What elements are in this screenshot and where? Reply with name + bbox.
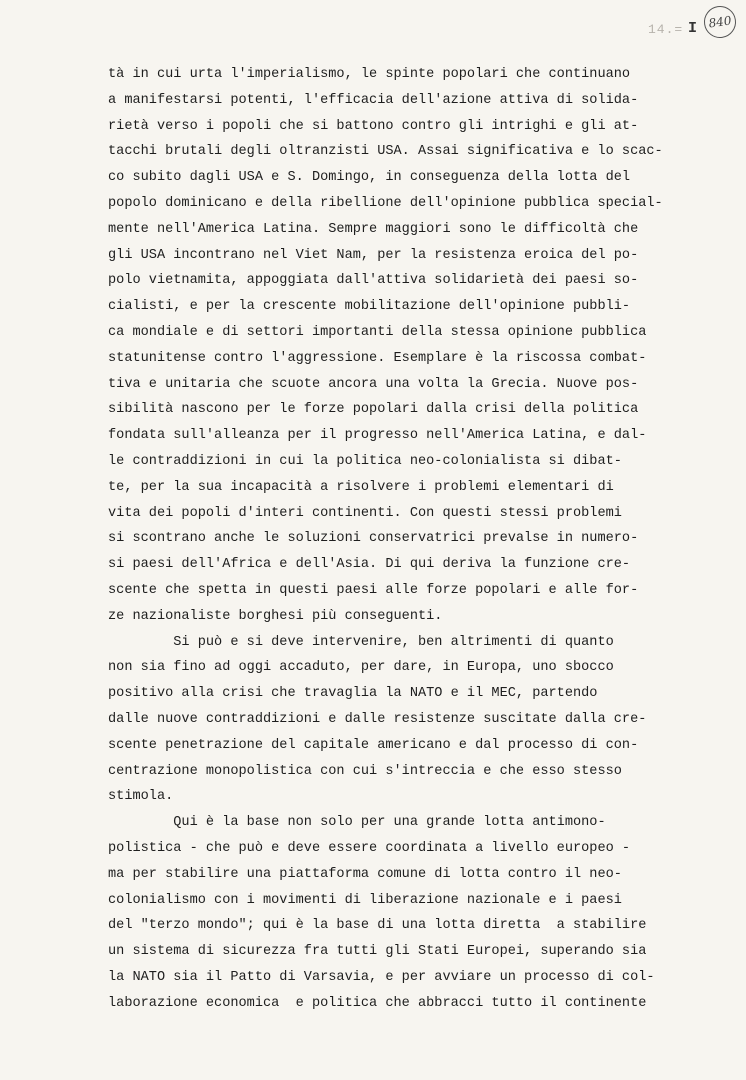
- text-line: co subito dagli USA e S. Domingo, in conseguenza della lotta del: [108, 170, 631, 186]
- text-line: rietà verso i popoli che si battono contro gli intrighi e gli at-: [108, 118, 639, 134]
- text-line: non sia fino ad oggi accaduto, per dare, in Europa, uno sbocco: [108, 660, 614, 676]
- text-line: stimola.: [108, 789, 174, 805]
- text-line: laborazione economica e politica che abbracci tutto il continente: [108, 995, 647, 1011]
- text-line: vita dei popoli d'interi continenti. Con questi stessi problemi: [108, 505, 622, 521]
- section-marker: I: [688, 20, 698, 37]
- body-text: [108, 62, 708, 1016]
- text-line: gli USA incontrano nel Viet Nam, per la resistenza eroica del po-: [108, 247, 639, 263]
- text-line: scente che spetta in questi paesi alle forze popolari e alle for-: [108, 582, 639, 598]
- text-line: tacchi brutali degli oltranzisti USA. Assai significativa e lo scac-: [108, 144, 663, 160]
- text-line: Qui è la base non solo per una grande lotta antimono-: [108, 815, 606, 831]
- text-line: tiva e unitaria che scuote ancora una volta la Grecia. Nuove pos-: [108, 376, 639, 392]
- text-line: positivo alla crisi che travaglia la NATO e il MEC, partendo: [108, 686, 598, 702]
- text-line: Si può e si deve intervenire, ben altrimenti di quanto: [108, 634, 614, 650]
- text-line: colonialismo con i movimenti di liberazione nazionale e i paesi: [108, 892, 622, 908]
- text-line: mente nell'America Latina. Sempre maggiori sono le difficoltà che: [108, 221, 639, 237]
- archive-stamp: 840: [702, 4, 738, 40]
- text-line: si scontrano anche le soluzioni conservatrici prevalse in numero-: [108, 531, 639, 547]
- text-line: centrazione monopolistica con cui s'intreccia e che esso stesso: [108, 763, 622, 779]
- text-line: fondata sull'alleanza per il progresso nell'America Latina, e dal-: [108, 428, 647, 444]
- text-line: popolo dominicano e della ribellione dell'opinione pubblica special-: [108, 195, 663, 211]
- text-line: dalle nuove contraddizioni e dalle resistenze suscitate dalla cre-: [108, 711, 647, 727]
- text-line: statunitense contro l'aggressione. Esemplare è la riscossa combat-: [108, 350, 647, 366]
- text-line: ze nazionaliste borghesi più conseguenti.: [108, 608, 443, 624]
- text-line: tà in cui urta l'imperialismo, le spinte popolari che continuano: [108, 67, 631, 82]
- text-line: ma per stabilire una piattaforma comune di lotta contro il neo-: [108, 866, 622, 882]
- text-line: si paesi dell'Africa e dell'Asia. Di qui deriva la funzione cre-: [108, 557, 631, 573]
- text-line: la NATO sia il Patto di Varsavia, e per avviare un processo di col-: [108, 969, 655, 985]
- text-line: scente penetrazione del capitale americano e dal processo di con-: [108, 737, 639, 753]
- text-line: sibilità nascono per le forze popolari dalla crisi della politica: [108, 402, 639, 418]
- page-number: 14.=: [648, 22, 684, 37]
- text-line: cialisti, e per la crescente mobilitazione dell'opinione pubbli-: [108, 299, 631, 315]
- text-line: polo vietnamita, appoggiata dall'attiva solidarietà dei paesi so-: [108, 273, 639, 289]
- text-line: polistica - che può e deve essere coordinata a livello europeo -: [108, 840, 631, 856]
- text-line: del "terzo mondo"; qui è la base di una lotta diretta a stabilire: [108, 918, 647, 934]
- text-line: un sistema di sicurezza fra tutti gli Stati Europei, superando sia: [108, 944, 647, 960]
- text-line: le contraddizioni in cui la politica neo-colonialista si dibat-: [108, 453, 622, 469]
- text-line: ca mondiale e di settori importanti della stessa opinione pubblica: [108, 324, 647, 340]
- text-line: a manifestarsi potenti, l'efficacia dell'azione attiva di solida-: [108, 92, 639, 108]
- text-line: te, per la sua incapacità a risolvere i problemi elementari di: [108, 479, 614, 495]
